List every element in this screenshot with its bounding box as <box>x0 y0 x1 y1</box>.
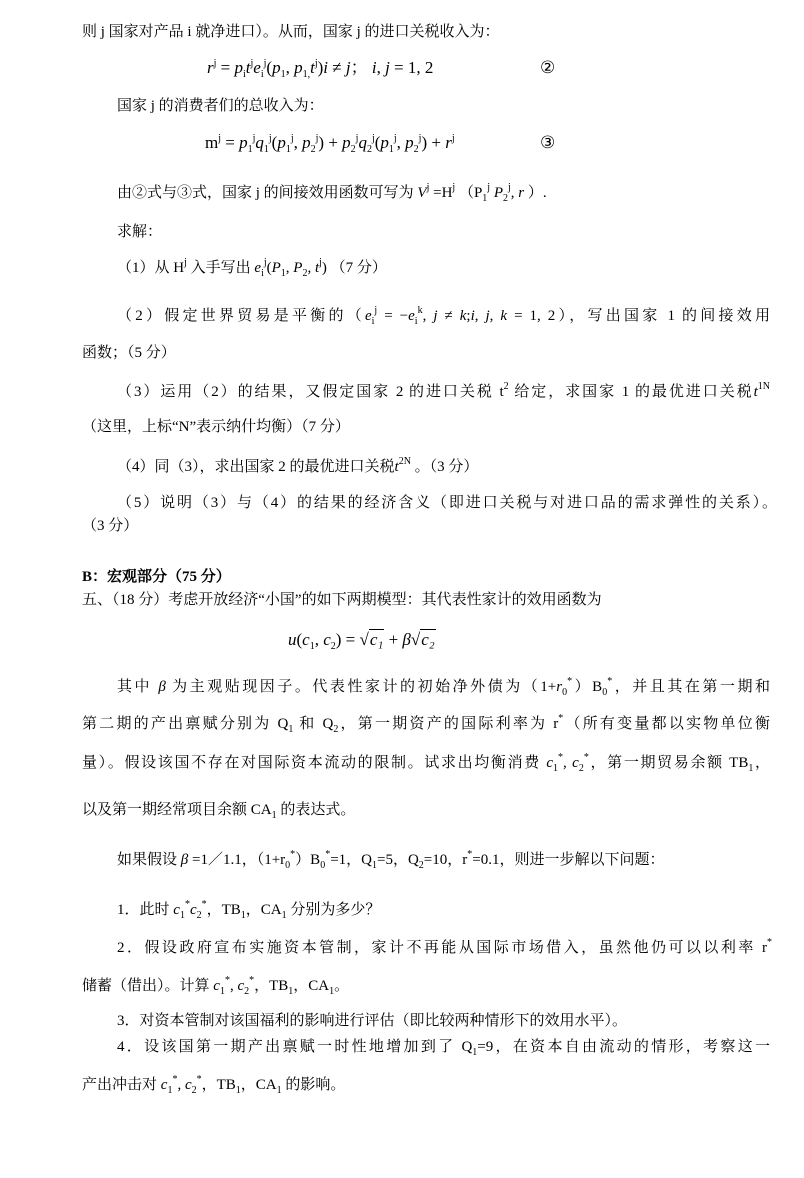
text-run: , <box>307 260 315 276</box>
text-run: m <box>205 133 219 152</box>
text-run: 2．假设政府宣布实施资本管制，家计不再能从国际市场借入，虽然他仍可以以利率 r <box>117 940 767 956</box>
equation-number: ② <box>540 58 556 77</box>
superscript: * <box>201 899 207 910</box>
text-line <box>117 222 162 242</box>
text-run: 如果假设 <box>117 852 181 868</box>
text-run: （3）运用（2）的结果，又假定国家 2 的进口关税 t <box>117 384 504 400</box>
text-run: , <box>376 58 386 77</box>
subscript: 1 <box>240 910 246 921</box>
superscript: * <box>558 752 563 763</box>
superscript: j <box>508 182 511 193</box>
text-run: 储蓄（借出）。计算 <box>82 978 214 994</box>
subscript: 0 <box>320 860 326 871</box>
superscript: * <box>290 849 296 860</box>
superscript: * <box>196 1074 202 1085</box>
subscript: 1 <box>247 144 253 155</box>
question-item <box>117 258 387 278</box>
subscript: i <box>261 268 264 279</box>
text-run: = <box>216 58 235 77</box>
text-run: , <box>314 630 324 649</box>
subscript: 1, <box>302 69 311 80</box>
text-run: , <box>177 1077 185 1093</box>
subscript: 1 <box>472 1047 478 1058</box>
text-line <box>82 22 500 42</box>
math-variable: e <box>253 58 261 77</box>
subscript: 1 <box>167 1085 173 1096</box>
superscript: * <box>325 849 331 860</box>
superscript: * <box>467 849 473 860</box>
question-item <box>117 900 380 920</box>
math-variable: c <box>572 755 579 771</box>
question-item <box>117 938 772 958</box>
superscript: j <box>487 182 491 193</box>
text-run: , <box>474 308 486 324</box>
text-run: , <box>422 308 434 324</box>
math-variable: p <box>277 133 286 152</box>
subscript: i <box>260 69 264 80</box>
math-variable: c <box>237 978 245 994</box>
text-run: 分别为多少？ <box>286 902 381 918</box>
text-run: ； <box>350 58 372 77</box>
text-run: ，TB <box>201 1077 236 1093</box>
math-variable: p <box>239 133 248 152</box>
question-item <box>117 493 777 513</box>
text-run: + <box>384 630 403 649</box>
text-run: ）B <box>295 852 321 868</box>
math-variable: q <box>255 133 264 152</box>
subscript: 1 <box>219 986 225 997</box>
question-item <box>117 306 770 326</box>
text-run: （2）假定世界贸易是平衡的（ <box>117 308 365 324</box>
superscript: j <box>319 257 322 268</box>
text-run: （4）同（3），求出国家 2 的最优进口关税 <box>117 459 395 475</box>
superscript: * <box>184 899 190 910</box>
text-run: 3．对资本管制对该国福利的影响进行评估（即比较两种情形下的效用水平）。 <box>117 1013 628 1029</box>
text-run: ≠ <box>328 58 346 77</box>
text-run: , <box>489 308 501 324</box>
text-run: 。（3 分） <box>410 459 479 475</box>
text-run: = <box>221 133 240 152</box>
radicand: c₁ <box>369 630 384 649</box>
math-variable: c <box>546 755 553 771</box>
text-run: 求解： <box>117 224 163 240</box>
math-variable: j <box>485 308 490 324</box>
subscript: 2 <box>503 193 508 204</box>
text-run: ) （7 分） <box>321 260 387 276</box>
superscript: * <box>607 676 613 687</box>
text-run: ( <box>296 630 303 649</box>
superscript: 1N <box>757 381 770 392</box>
subscript: 1 <box>280 69 286 80</box>
text-run: , <box>563 755 573 771</box>
subscript: 1 <box>371 860 377 871</box>
text-line <box>82 1075 345 1095</box>
text-run: ，CA <box>293 978 330 994</box>
math-variable: t <box>310 58 315 77</box>
text-run: ，TB <box>254 978 289 994</box>
text-run: ，第一期资产的国际利率为 r <box>338 716 559 732</box>
text-run: 的表达式。 <box>276 802 356 818</box>
math-variable: t <box>753 384 758 400</box>
subscript: 1 <box>280 268 286 279</box>
subscript: 2 <box>418 860 424 871</box>
text-run: , <box>229 978 238 994</box>
math-variable: i <box>470 308 475 324</box>
math-variable: P <box>271 260 281 276</box>
superscript: j <box>218 133 222 144</box>
text-run: ; <box>466 308 471 324</box>
math-variable: r <box>207 58 214 77</box>
superscript: j <box>252 133 256 144</box>
superscript: j <box>314 58 318 69</box>
text-run: ) = √ <box>335 630 369 649</box>
superscript: * <box>767 937 772 948</box>
superscript: j <box>374 305 378 316</box>
subscript: 1 <box>276 1085 282 1096</box>
text-run: 。 <box>334 978 350 994</box>
math-variable: i <box>323 58 328 77</box>
text-line <box>82 976 349 996</box>
text-run: 由②式与③式，国家 j 的间接效用函数可写为 <box>117 185 418 201</box>
text-run: ( <box>266 260 272 276</box>
math-variable: β <box>158 679 166 695</box>
subscript: 0 <box>602 687 608 698</box>
math-variable: c <box>184 1077 192 1093</box>
text-run: = 1, 2 <box>389 58 434 77</box>
text-run: ) + <box>318 133 343 152</box>
radicand: c₂ <box>421 630 435 649</box>
subscript: 2 <box>196 910 202 921</box>
subscript: 2 <box>244 986 250 997</box>
superscript: j <box>213 58 217 69</box>
math-variable: p <box>342 133 351 152</box>
superscript: j <box>451 133 455 144</box>
math-variable: k <box>500 308 508 324</box>
superscript: * <box>583 752 589 763</box>
math-variable: p <box>302 133 311 152</box>
superscript: j <box>452 182 456 193</box>
text-run: ) + <box>421 133 446 152</box>
text-run: ）. <box>524 185 547 201</box>
text-line <box>117 677 770 697</box>
text-line <box>82 800 355 820</box>
math-variable: j <box>433 308 438 324</box>
text-run: ) <box>317 58 324 77</box>
text-run: 五、（18 分）考虑开放经济“小国”的如下两期模型：其代表性家计的效用函数为 <box>82 592 602 608</box>
subscript: 1 <box>271 810 277 821</box>
subscript: 1 <box>329 986 335 997</box>
text-run: 的影响。 <box>281 1077 346 1093</box>
subscript: 1 <box>288 724 294 735</box>
text-run: =5，Q <box>376 852 419 868</box>
text-run: 量）。假设该国不存在对国际资本流动的限制。试求出均衡消费 <box>82 755 547 771</box>
superscript: j <box>418 133 422 144</box>
text-run: （5）说明（3）与（4）的结果的经济含义（即进口关税与对进口品的需求弹性的关系）。 <box>117 495 777 511</box>
text-run: ≠ <box>437 308 460 324</box>
text-run: ( <box>271 133 278 152</box>
equation-number: ③ <box>540 133 556 152</box>
section-heading <box>82 567 231 587</box>
math-variable: c <box>173 902 180 918</box>
superscript: 2 <box>503 381 509 392</box>
superscript: j <box>371 133 375 144</box>
math-variable: c <box>160 1077 168 1093</box>
text-run: ( <box>266 58 273 77</box>
subscript: 0 <box>285 860 291 871</box>
math-variable: t <box>314 260 320 276</box>
text-run: 其中 <box>117 679 159 695</box>
subscript: 2 <box>302 268 308 279</box>
text-run: 函数；（5 分） <box>82 345 176 361</box>
text-run: =0.1，则进一步解以下问题： <box>472 852 665 868</box>
subscript: 2 <box>330 641 336 652</box>
math-variable: c <box>213 978 220 994</box>
text-run: （这里，上标“N”表示纳什均衡）（7 分） <box>82 419 350 435</box>
superscript: * <box>172 1074 178 1085</box>
text-run: , <box>510 185 519 201</box>
question-item <box>117 1037 770 1057</box>
math-variable: r <box>556 679 563 695</box>
text-run: , <box>285 58 295 77</box>
superscript: j <box>263 257 267 268</box>
superscript: j <box>263 58 267 69</box>
superscript: j <box>250 58 254 69</box>
subscript: 0 <box>562 687 568 698</box>
math-variable: β <box>402 630 411 649</box>
math-variable: c <box>302 630 310 649</box>
math-variable: t <box>245 58 251 77</box>
superscript: j <box>393 133 397 144</box>
text-run: 则 j 国家对产品 i 就净进口）。从而，国家 j 的进口关税收入为： <box>82 24 500 40</box>
math-variable: p <box>294 58 303 77</box>
subscript: 1 <box>235 1085 241 1096</box>
math-variable: P <box>493 185 503 201</box>
text-run: 第二期的产出禀赋分别为 Q <box>82 716 289 732</box>
text-run: ）B <box>572 679 603 695</box>
text-run: （1）从 H <box>117 260 185 276</box>
text-run: =9，在资本自由流动的情形，考察这一 <box>477 1039 770 1055</box>
superscript: * <box>224 975 230 986</box>
text-run: （所有变量都以实物单位衡 <box>563 716 770 732</box>
superscript: * <box>558 713 564 724</box>
question-title <box>82 590 602 610</box>
superscript: j <box>184 257 187 268</box>
superscript: j <box>355 133 359 144</box>
math-variable: β <box>180 852 189 868</box>
text-run: ，CA <box>240 1077 277 1093</box>
equation-3 <box>205 133 556 155</box>
math-variable: e <box>408 308 415 324</box>
subscript: 1 <box>482 193 488 204</box>
math-variable: u <box>288 630 297 649</box>
subscript: 2 <box>578 763 584 774</box>
equation-2 <box>207 58 556 80</box>
math-variable: p <box>405 133 414 152</box>
superscript: 2N <box>398 456 411 467</box>
text-line <box>82 516 138 536</box>
subscript: 1 <box>179 910 185 921</box>
text-run: , <box>285 260 294 276</box>
subscript: 1 <box>388 144 394 155</box>
text-run: ，并且其在第一期和 <box>612 679 770 695</box>
text-run: =10，r <box>423 852 468 868</box>
text-run: ，第一期贸易余额 TB <box>588 755 749 771</box>
text-run: = 1, 2），写出国家 1 的间接效用 <box>507 308 771 324</box>
superscript: * <box>567 676 573 687</box>
superscript: k <box>417 305 423 316</box>
subscript: 2 <box>310 144 316 155</box>
text-run: ，TB <box>206 902 241 918</box>
text-run: ( <box>374 133 381 152</box>
text-run: = − <box>377 308 409 324</box>
subscript: 2 <box>333 724 339 735</box>
text-run: （3 分） <box>82 518 139 534</box>
text-run: =1／1.1，（1+r <box>188 852 286 868</box>
utility-equation <box>288 630 436 650</box>
text-run: （P <box>455 185 483 201</box>
text-run: =H <box>429 185 453 201</box>
math-variable: t <box>394 459 399 475</box>
subscript: 1 <box>285 144 291 155</box>
superscript: j <box>290 133 294 144</box>
text-line <box>82 417 350 437</box>
math-variable: i <box>371 58 377 77</box>
math-variable: j <box>345 58 351 77</box>
math-variable: e <box>254 260 262 276</box>
text-run: ， <box>753 755 771 771</box>
text-run: √ <box>410 630 421 649</box>
text-run: 和 Q <box>293 716 334 732</box>
math-variable: r <box>518 185 525 201</box>
subscript: 1 <box>553 763 558 774</box>
question-item <box>117 1011 627 1031</box>
math-variable: p <box>234 58 243 77</box>
text-run: 为主观贴现因子。代表性家计的初始净外债为（1+ <box>165 679 557 695</box>
subscript: 2 <box>191 1085 197 1096</box>
text-line <box>82 753 770 773</box>
text-line <box>117 96 324 116</box>
text-run: 以及第一期经常项目余额 CA <box>82 802 272 818</box>
subscript: 1 <box>288 986 294 997</box>
text-line <box>117 850 664 870</box>
subscript: i <box>414 316 418 327</box>
text-line <box>117 183 547 203</box>
math-variable: c <box>323 630 331 649</box>
subscript: 1 <box>281 910 287 921</box>
text-run: 4．设该国第一期产出禀赋一时性地增加到了 Q <box>117 1039 473 1055</box>
subscript: 1 <box>748 763 754 774</box>
question-item <box>117 382 770 402</box>
text-run: 国家 j 的消费者们的总收入为： <box>117 98 324 114</box>
subscript: 2 <box>366 144 372 155</box>
math-variable: P <box>293 260 303 276</box>
text-run: , <box>396 133 406 152</box>
text-run: =1，Q <box>330 852 372 868</box>
text-run: 入手写出 <box>186 260 255 276</box>
text-run: 1．此时 <box>117 902 174 918</box>
math-variable: V <box>417 185 427 201</box>
text-line <box>82 714 770 734</box>
math-variable: r <box>445 133 452 152</box>
text-run: 产出冲击对 <box>82 1077 161 1093</box>
text-line <box>82 343 176 363</box>
math-variable: e <box>364 308 372 324</box>
subscript: 1 <box>263 144 269 155</box>
math-variable: j <box>385 58 390 77</box>
subscript: 2 <box>413 144 419 155</box>
subscript: i <box>243 69 246 80</box>
text-run: , <box>293 133 303 152</box>
subscript: 2 <box>350 144 356 155</box>
subscript: 1 <box>309 641 315 652</box>
math-variable: k <box>459 308 467 324</box>
math-variable: p <box>380 133 389 152</box>
text-run: ，CA <box>245 902 282 918</box>
superscript: j <box>426 182 430 193</box>
math-variable: c <box>189 902 197 918</box>
question-item <box>117 457 478 477</box>
bold-text: B：宏观部分（75 分） <box>82 569 231 585</box>
superscript: j <box>315 133 319 144</box>
math-variable: p <box>272 58 281 77</box>
subscript: i <box>371 316 375 327</box>
superscript: * <box>249 975 255 986</box>
text-run: 给定，求国家 1 的最优进口关税 <box>508 384 754 400</box>
superscript: j <box>268 133 272 144</box>
math-variable: q <box>358 133 367 152</box>
